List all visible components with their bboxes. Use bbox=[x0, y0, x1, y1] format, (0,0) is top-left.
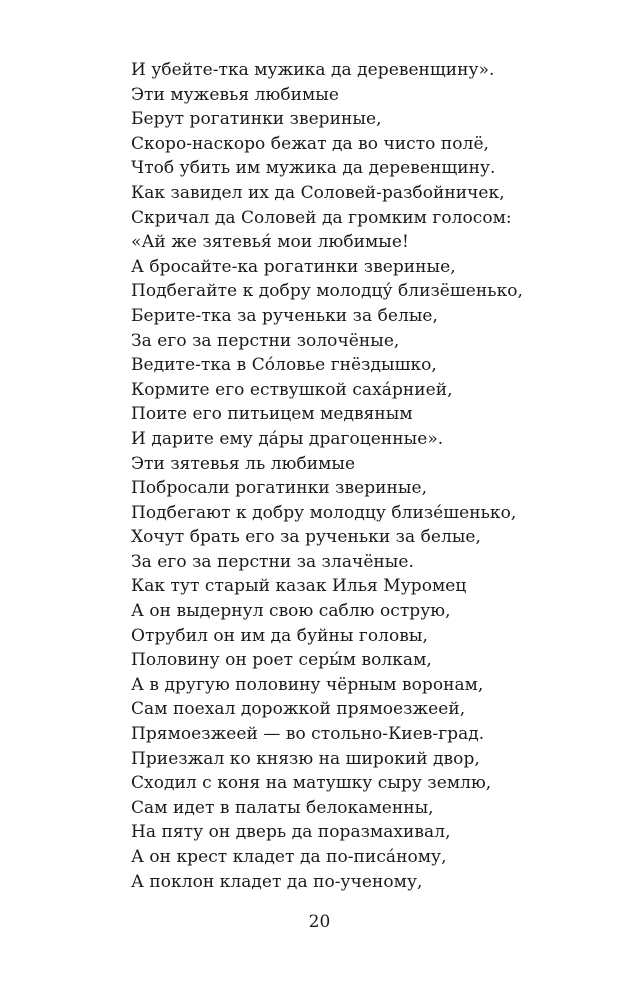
poem-line: Берут рогатинки звериные, bbox=[131, 109, 382, 130]
poem-text bbox=[131, 58, 611, 894]
poem-line: Эти мужевья любимые bbox=[131, 84, 339, 105]
poem-line: Берите-тка за рученьки за белые, bbox=[131, 305, 438, 326]
poem-line: За его за перстни за злачёные. bbox=[131, 551, 414, 572]
poem-line: Поите его питьицем медвяным bbox=[131, 404, 413, 425]
poem-line: Кормите его ествушкой саха́рнией, bbox=[131, 379, 453, 400]
poem-line: Скричал да Соловей да громким голосом: bbox=[131, 207, 512, 228]
poem-line: Приезжал ко князю на широкий двор, bbox=[131, 748, 480, 769]
poem-line: Подбегайте к добру молодцу́ близёшенько, bbox=[131, 281, 523, 302]
poem-line: А бросайте-ка рогатинки звериные, bbox=[131, 256, 456, 277]
poem-line: И убейте-тка мужика да деревенщину». bbox=[131, 60, 495, 80]
poem-line: Чтоб убить им мужика да деревенщину. bbox=[131, 158, 496, 179]
poem-line: Подбегают к добру молодцу близе́шенько, bbox=[131, 502, 517, 523]
poem-line: Отрубил он им да буйны головы, bbox=[131, 625, 428, 646]
poem-line: Прямоезжеей — во стольно-Киев-град. bbox=[131, 724, 485, 745]
poem-line: Половину он роет серы́м волкам, bbox=[131, 650, 432, 671]
poem-line: Ведите-тка в Со́ловье гнёздышко, bbox=[131, 355, 437, 376]
poem-line: Хочут брать его за рученьки за белые, bbox=[131, 527, 482, 548]
poem-line: Как тут старый казак Илья Муромец bbox=[131, 576, 467, 597]
poem-line: А в другую половину чёрным воронам, bbox=[131, 674, 484, 695]
poem-line: За его за перстни золочёные, bbox=[131, 330, 400, 351]
poem-line: А поклон кладет да по-ученому, bbox=[131, 871, 423, 892]
poem-line: И дарите ему да́ры драгоценные». bbox=[131, 428, 444, 449]
poem-line: Сам поехал дорожкой прямоезжеей, bbox=[131, 699, 466, 720]
poem-line: А он крест кладет да по-писа́ному, bbox=[131, 847, 447, 867]
poem-line: На пяту он дверь да поразмахивал, bbox=[131, 822, 451, 843]
poem-line: Побросали рогатинки звериные, bbox=[131, 478, 428, 499]
poem-line: Скоро-наскоро бежат да во чисто полё, bbox=[131, 133, 490, 154]
poem-line: «Ай же зятевья́ мои любимые! bbox=[131, 232, 409, 253]
poem-line: Эти зятевья ль любимые bbox=[131, 453, 356, 474]
page-number: 20 bbox=[308, 912, 331, 932]
poem-line: Как завидел их да Соловей-разбойничек, bbox=[131, 182, 505, 203]
poem-line: Сам идет в палаты белокаменны, bbox=[131, 797, 434, 818]
poem-line: Сходил с коня на матушку сыру землю, bbox=[131, 773, 492, 794]
poem-line: А он выдернул свою саблю острую, bbox=[131, 601, 451, 622]
